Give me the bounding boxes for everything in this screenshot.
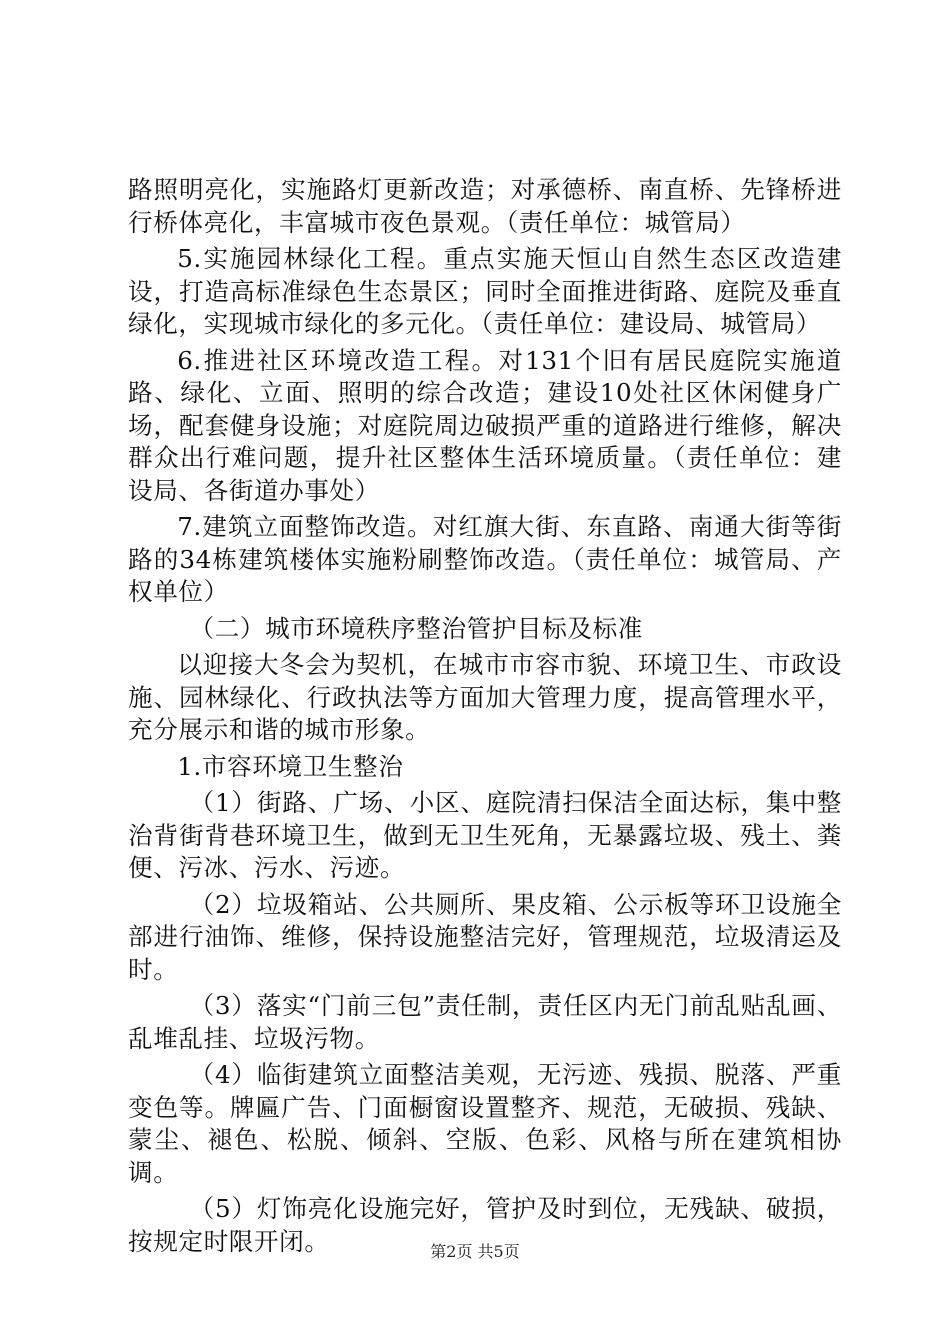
list-item-three-guarantees: （3）落实“门前三包”责任制，责任区内无门前乱贴乱画、乱堆乱挂、垃圾污物。 — [128, 991, 842, 1053]
section-heading-order-management: （二）城市环境秩序整治管护目标及标准 — [189, 613, 643, 643]
paragraph-community-renovation: 6.推进社区环境改造工程。对131个旧有居民庭院实施道路、绿化、立面、照明的综合改造；建设10处社区休闲健身广场，配套健身设施；对庭院周边破损严重的道路进行维修，解决群众出行难问题，提升社区整体生活环境质量。（责任单位：建设局、各街道办事处） — [128, 345, 842, 505]
paragraph-facade-renovation: 7.建筑立面整饰改造。对红旗大街、东直路、南通大街等街路的34栋建筑楼体实施粉刷整饰改造。（责任单位：城管局、产权单位） — [128, 512, 842, 606]
document-body — [128, 174, 842, 1262]
list-item-facilities: （2）垃圾箱站、公共厕所、果皮箱、公示板等环卫设施全部进行油饰、维修，保持设施整洁完好，管理规范，垃圾清运及时。 — [128, 889, 842, 984]
list-item-building-facades: （4）临街建筑立面整洁美观，无污迹、残损、脱落、严重变色等。牌匾广告、门面橱窗设置整齐、规范，无破损、残缺、蒙尘、褪色、松脱、倾斜、空版、色彩、风格与所在建筑相协调。 — [128, 1060, 842, 1187]
subheading-sanitation: 1.市容环境卫生整治 — [177, 751, 404, 781]
page-footer — [0, 1242, 950, 1262]
paragraph-order-intro: 以迎接大冬会为契机，在城市市容市貌、环境卫生、市政设施、园林绿化、行政执法等方面加大管理力度，提高管理水平，充分展示和谐的城市形象。 — [128, 650, 842, 744]
paragraph-landscaping: 5.实施园林绿化工程。重点实施天恒山自然生态区改造建设，打造高标准绿色生态景区；同时全面推进街路、庭院及垂直绿化，实现城市绿化的多元化。（责任单位：建设局、城管局） — [128, 244, 842, 338]
list-item-cleaning: （1）街路、广场、小区、庭院清扫保洁全面达标，集中整治背街背巷环境卫生，做到无卫生死角，无暴露垃圾、残土、粪便、污冰、污水、污迹。 — [128, 788, 842, 882]
list-item-lighting-facilities: （5）灯饰亮化设施完好，管护及时到位，无残缺、破损，按规定时限开闭。 — [128, 1194, 842, 1256]
paragraph-street-lighting: 路照明亮化，实施路灯更新改造；对承德桥、南直桥、先锋桥进行桥体亮化，丰富城市夜色景观。（责任单位：城管局） — [128, 175, 842, 237]
page-number: 第2页 共5页 — [430, 1242, 520, 1261]
